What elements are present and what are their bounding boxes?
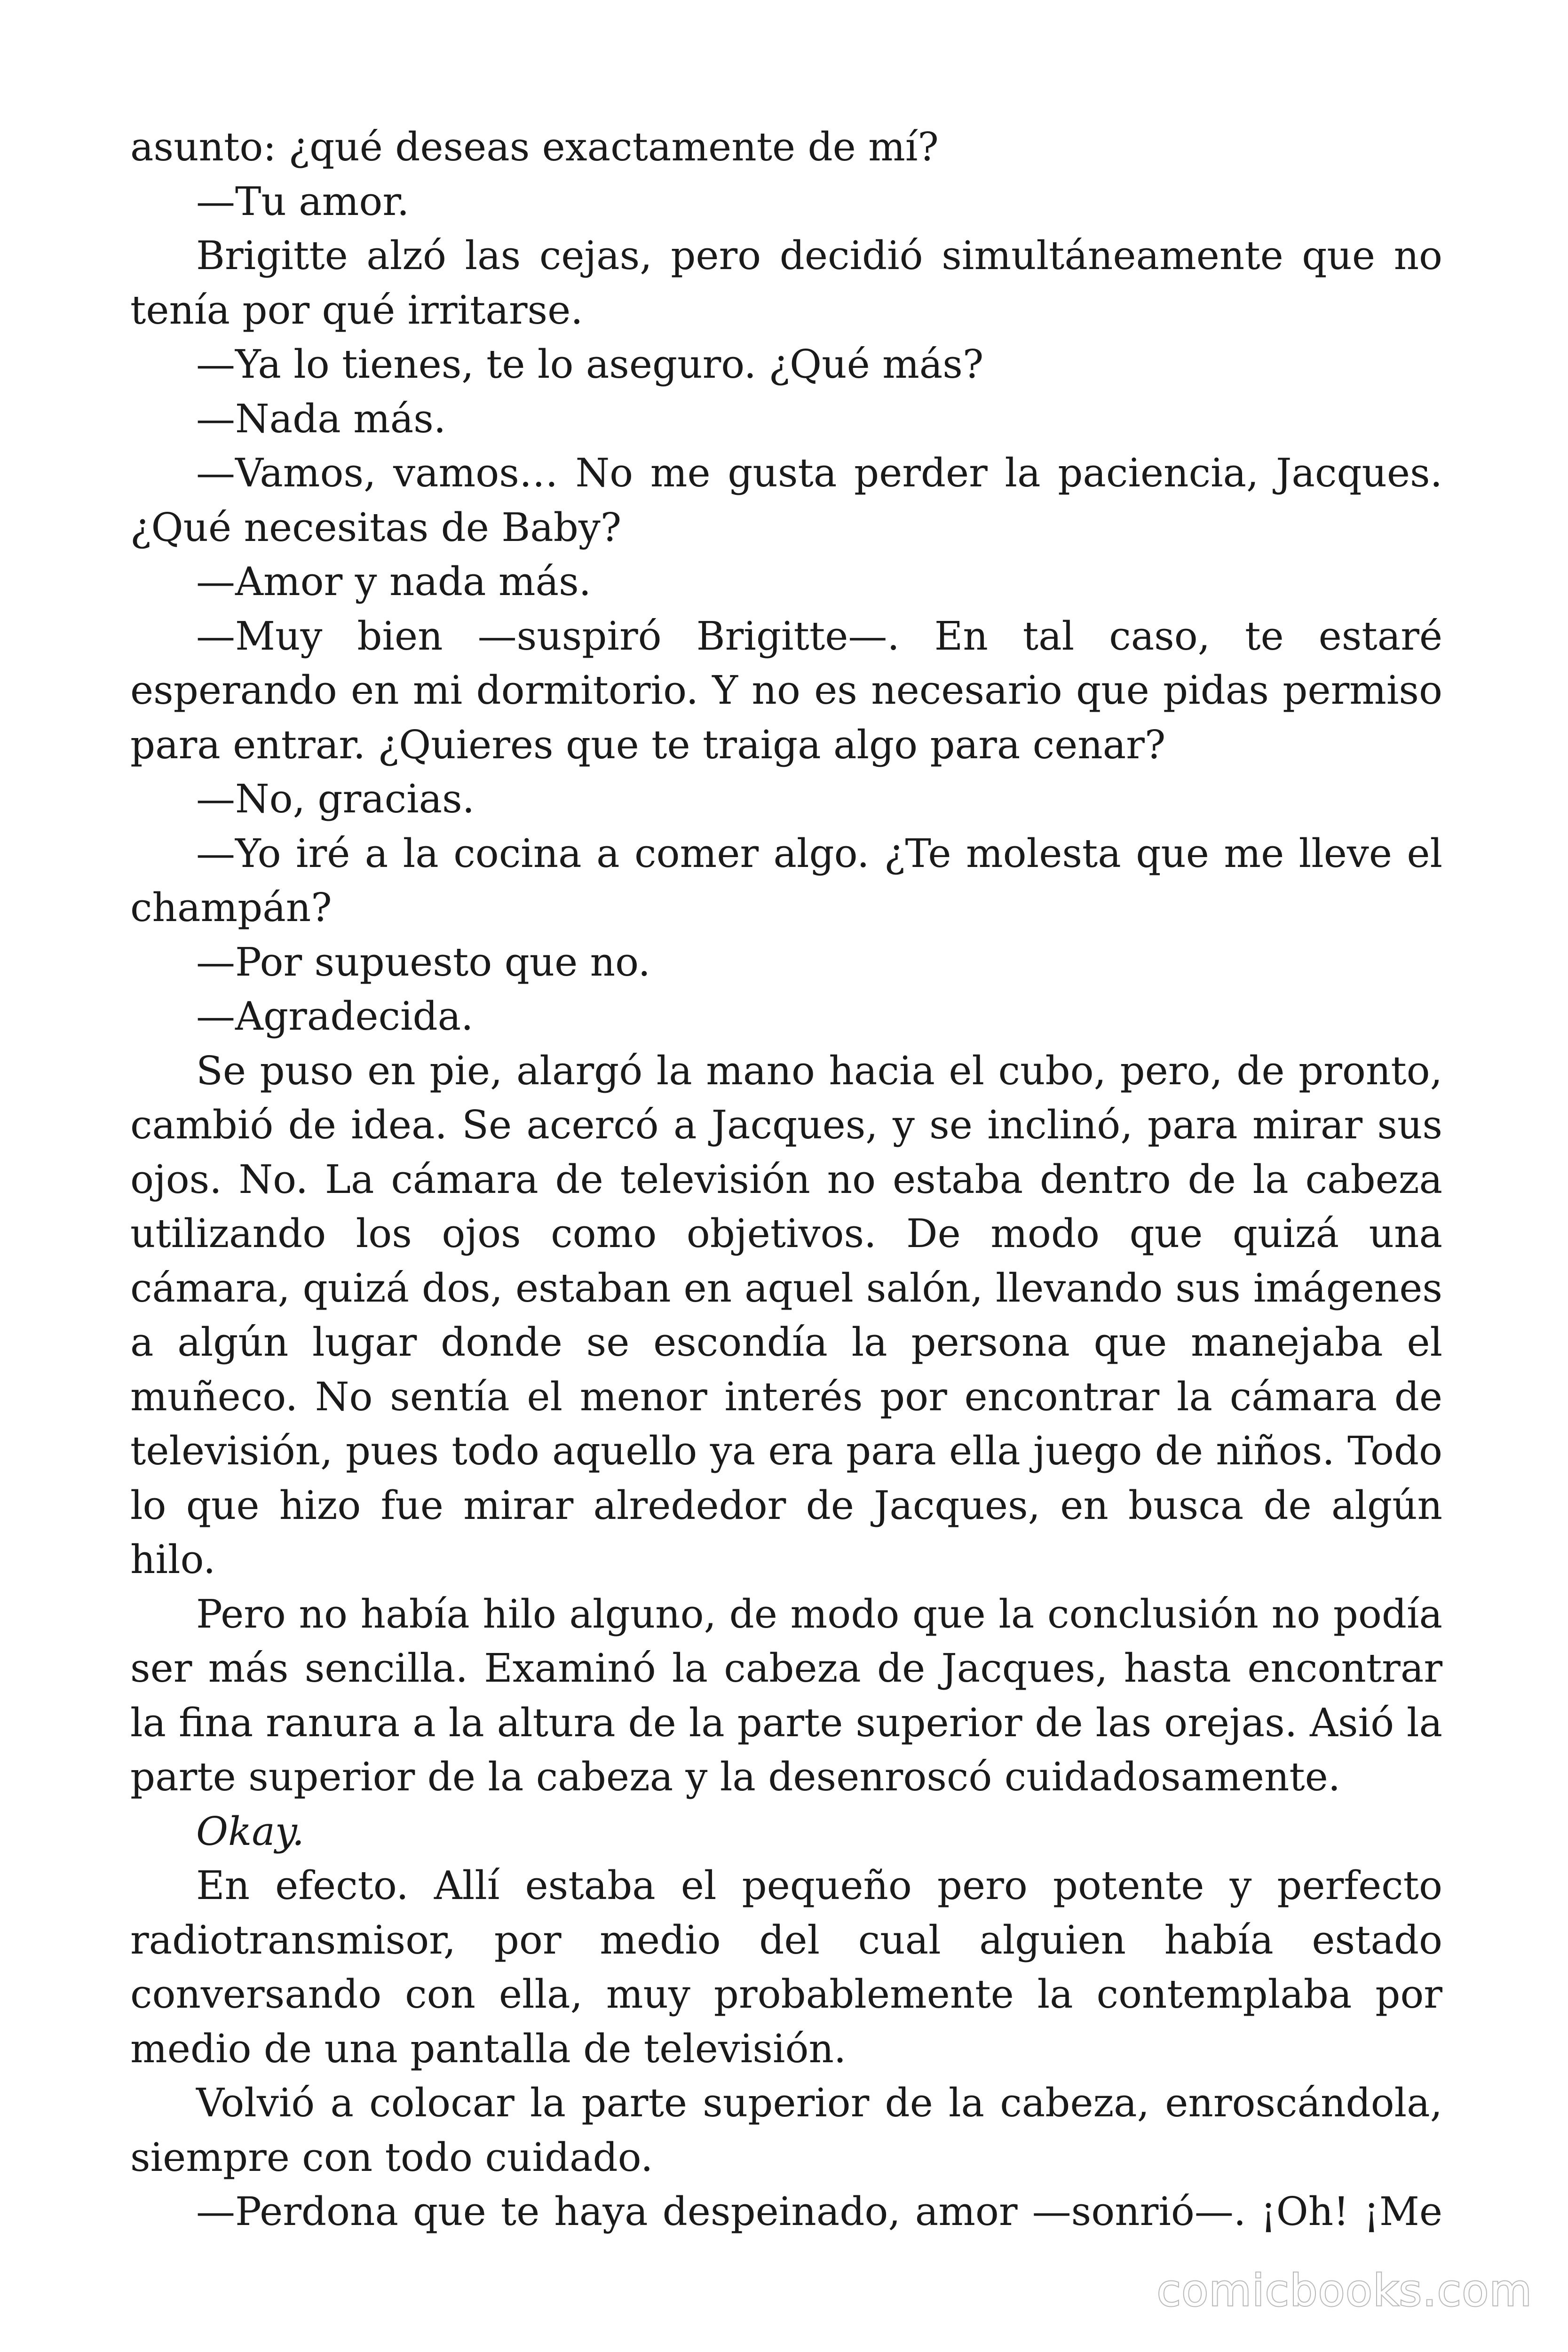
watermark-logo: comicbooks.com <box>1157 2265 1533 2316</box>
paragraph: Brigitte alzó las cejas, pero decidió simultáneamente que no tenía por qué irritarse. <box>130 233 1442 333</box>
paragraph: Okay. <box>196 1808 305 1854</box>
paragraph: —Agradecida. <box>196 993 474 1039</box>
paragraph: —Tu amor. <box>196 178 410 224</box>
paragraph: En efecto. Allí estaba el pequeño pero potente y perfecto radiotransmisor, por medio del cual alguien había estado conversando con ella, muy probablemente la contemplaba por medio de una pantalla de televisión. <box>130 1863 1442 2072</box>
paragraph: Se puso en pie, alargó la mano hacia el cubo, pero, de pronto, cambió de idea. Se acercó a Jacques, y se inclinó, para mirar sus ojos. No. La cámara de televisión no estaba dentro de la cabeza utilizando los ojos como objetivos. De modo que quizá una cámara, quizá dos, estaban en aquel salón, llevando sus imágenes a algún lugar donde se escondía la persona que manejaba el muñeco. No sentía el menor interés por encontrar la cámara de televisión, pues todo aquello ya era para ella juego de niños. Todo lo que hizo fue mirar alrededor de Jacques, en busca de algún hilo. <box>130 1048 1442 1582</box>
body-text <box>130 120 1442 2239</box>
paragraph: —Perdona que te haya despeinado, amor —sonrió—. ¡Oh! ¡Me <box>196 2189 1442 2234</box>
paragraph: —Ya lo tienes, te lo aseguro. ¿Qué más? <box>196 342 984 387</box>
paragraph: asunto: ¿qué deseas exactamente de mí? <box>130 124 939 170</box>
paragraph: —Muy bien —suspiró Brigitte—. En tal caso, te estaré esperando en mi dormitorio. Y no es necesario que pidas permiso para entrar. ¿Quieres que te traiga algo para cenar? <box>130 613 1442 768</box>
paragraph: —Yo iré a la cocina a comer algo. ¿Te molesta que me lleve el champán? <box>130 830 1442 930</box>
paragraph: Pero no había hilo alguno, de modo que la conclusión no podía ser más sencilla. Examinó la cabeza de Jacques, hasta encontrar la fina ranura a la altura de la parte superior de las orejas. Asió la parte superior de la cabeza y la desenroscó cuidadosamente. <box>130 1591 1442 1800</box>
paragraph: —Nada más. <box>196 396 446 442</box>
paragraph: —No, gracias. <box>196 776 475 822</box>
paragraph: Volvió a colocar la parte superior de la cabeza, enroscándola, siempre con todo cuidado. <box>130 2080 1442 2180</box>
paragraph: —Vamos, vamos… No me gusta perder la paciencia, Jacques. ¿Qué necesitas de Baby? <box>130 450 1442 550</box>
paragraph: —Por supuesto que no. <box>196 939 651 985</box>
paragraph: —Amor y nada más. <box>196 559 592 604</box>
